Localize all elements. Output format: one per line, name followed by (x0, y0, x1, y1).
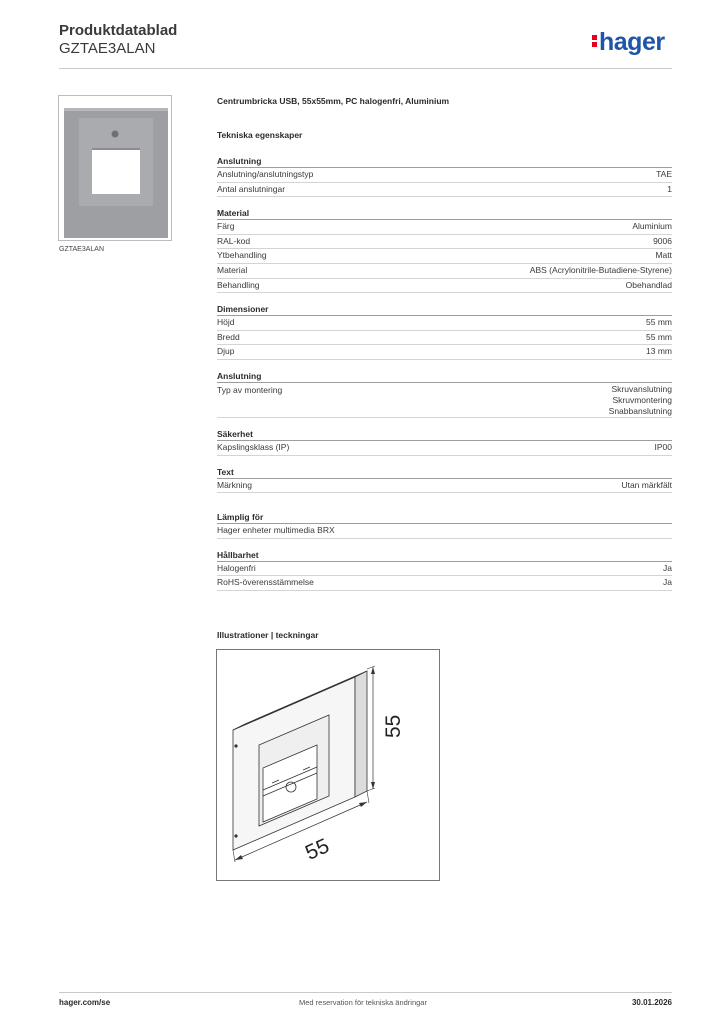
spec-value: Snabbanslutning (608, 405, 672, 416)
footer-date: 30.01.2026 (631, 998, 672, 1007)
spec-label: RAL-kod (217, 235, 251, 246)
spec-values (653, 235, 672, 249)
spec-label: Märkning (217, 479, 252, 490)
spec-value: Obehandlad (625, 279, 672, 290)
spec-label: Bredd (217, 331, 240, 342)
illustrations-title: Illustrationer | teckningar (217, 630, 319, 640)
spec-value: Skruvmontering (612, 394, 672, 405)
spec-values (656, 168, 672, 182)
header-divider (59, 68, 672, 69)
hager-logo (592, 28, 665, 56)
footer-website: hager.com/se (59, 998, 111, 1007)
spec-label: Behandling (217, 279, 260, 290)
spec-row (217, 264, 672, 279)
spec-values (663, 576, 672, 590)
product-image (58, 95, 172, 241)
frame-drawing-icon (217, 650, 439, 880)
spec-label: Material (217, 264, 248, 275)
spec-label: Kapslingsklass (IP) (217, 441, 290, 452)
spec-row (217, 249, 672, 264)
spec-row (217, 183, 672, 198)
spec-values (609, 384, 672, 417)
spec-content (217, 96, 672, 591)
spec-row (217, 441, 672, 456)
spec-label: Antal anslutningar (217, 183, 286, 194)
section-gap (217, 456, 672, 466)
spec-values (667, 183, 672, 197)
spec-value: Aluminium (632, 221, 672, 232)
spec-values (646, 316, 672, 330)
section-title: Anslutning (217, 370, 672, 383)
spec-value: Skruvanslutning (611, 383, 672, 394)
spec-row (217, 562, 672, 577)
spec-row (217, 345, 672, 360)
spec-row (217, 168, 672, 183)
section-gap (217, 360, 672, 370)
spec-label: Ytbehandling (217, 250, 267, 261)
spec-label: Typ av montering (217, 384, 283, 395)
image-caption: GZTAE3ALAN (59, 246, 104, 253)
spec-value: 13 mm (646, 346, 672, 357)
spec-value: Ja (663, 577, 672, 588)
spec-value: 9006 (653, 235, 672, 246)
spec-label: RoHS-överensstämmelse (217, 577, 314, 588)
footer-disclaimer: Med reservation för tekniska ändringar (299, 998, 427, 1007)
spec-label: Halogenfri (217, 562, 256, 573)
product-code: GZTAE3ALAN (59, 40, 156, 57)
spec-label: Anslutning/anslutningstyp (217, 169, 314, 179)
spec-row (217, 316, 672, 331)
spec-values (530, 264, 672, 278)
spec-label: Höjd (217, 317, 235, 328)
footer-divider (59, 992, 672, 993)
height-dimension-label: 55 (382, 714, 405, 738)
spec-label: Djup (217, 346, 235, 357)
section-title: Säkerhet (217, 428, 672, 441)
product-plate-icon (59, 96, 171, 240)
spec-sections (217, 155, 672, 591)
section-gap (217, 418, 672, 428)
spec-values (655, 249, 672, 263)
spec-value: TAE (656, 169, 672, 179)
spec-values (646, 331, 672, 345)
spec-value: Utan märkfält (621, 479, 672, 490)
spec-value: IP00 (654, 441, 672, 452)
spec-values (621, 479, 672, 493)
spec-value: 55 mm (646, 331, 672, 342)
spec-values (646, 345, 672, 359)
spec-value: 1 (667, 183, 672, 194)
spec-row (217, 383, 672, 418)
section-gap (217, 293, 672, 303)
width-dimension-label: 55 (301, 834, 333, 865)
spec-values (626, 279, 672, 293)
spec-value: 55 mm (646, 317, 672, 328)
page-title: Produktdatablad (59, 22, 178, 39)
section-title: Text (217, 466, 672, 479)
spec-value: Ja (663, 562, 672, 573)
logo-dots-icon (592, 34, 597, 48)
tech-heading: Tekniska egenskaper (217, 130, 303, 140)
spec-row (217, 479, 672, 494)
spec-row (217, 331, 672, 346)
section-gap (217, 197, 672, 207)
section-gap (217, 539, 672, 549)
spec-value: ABS (Acrylonitrile-Butadiene-Styrene) (529, 264, 672, 275)
section-title: Hållbarhet (217, 549, 672, 562)
spec-values (632, 220, 672, 234)
spec-value: Matt (655, 250, 672, 261)
spec-row (217, 576, 672, 591)
spec-values (663, 562, 672, 576)
spec-row (217, 220, 672, 235)
section-title: Material (217, 207, 672, 220)
section-gap (217, 493, 672, 511)
spec-values (655, 441, 673, 455)
section-title: Lämplig för (217, 511, 672, 524)
spec-label: Hager enheter multimedia BRX (217, 525, 335, 536)
spec-row (217, 279, 672, 294)
spec-row (217, 235, 672, 250)
section-title: Anslutning (217, 155, 672, 168)
spec-row (217, 524, 672, 539)
spec-label: Färg (217, 221, 235, 232)
logo-text: hager (599, 28, 665, 56)
technical-drawing (216, 649, 440, 881)
section-title: Dimensioner (217, 303, 672, 316)
product-description: Centrumbricka USB, 55x55mm, PC halogenfri, Aluminium (217, 96, 450, 106)
